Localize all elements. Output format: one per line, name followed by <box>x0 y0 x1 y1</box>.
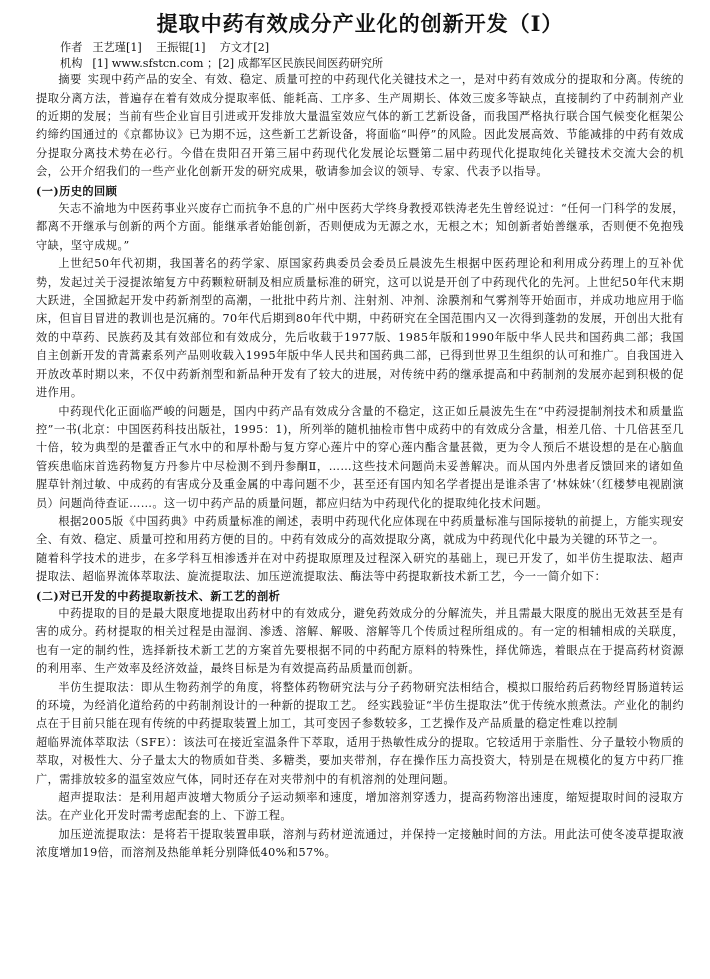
section-heading-new-techniques: (二)对已开发的中药提取新技术、新工艺的剖析 <box>36 588 281 603</box>
authors-label: 作者 <box>60 41 83 54</box>
section1-paragraph: 上世纪50年代初期，我国著名的药学家、原国家药典委员会委员丘晨波先生根据中医药理论和利用成分药理上的互补优势，发起过关于浸提浓缩复方中药颗粒研制及相应质量标准的研究，这可以说是开创了中药现代化的先河。上世纪50年代末期大跃进，全国掀起开发中药新剂型的高潮，一批批中药片剂、注射剂、冲剂、涂膜剂和气雾剂等开始面市，并成功地应用于临床，但盲目冒进的教训也是沉痛的。70年代后期到80年代中期，中药研究在全国范围内又一次得到蓬勃的发展，开创出大批有效的中草药、民族药及其有效部位和有效成分，先后收载于1977版、1985年版和1990年版中华人民共和国药典二部；我国自主创新开发的青蒿素系列产品则收载入1995年版中华人民共和国药典二部，已得到世界卫生组织的认可和推广。自我国进入开放改革时期以来，不仅中药新剂型和新品种开发有了较大的进展，对传统中药的继承提高和中药制剂的发展亦起到积极的促进作用。 <box>36 257 684 400</box>
section2-paragraph: 加压逆流提取法：是将若干提取装置串联，溶剂与药材逆流通过，并保持一定接触时间的方法。用此法可使冬凌草提取液浓度增加19倍，而溶剂及热能单耗分别降低40%和57%。 <box>36 827 684 860</box>
page-title: 提取中药有效成分产业化的创新开发（Ⅰ） <box>156 11 564 36</box>
section2-paragraph: 超声提取法：是利用超声波增大物质分子运动频率和速度，增加溶剂穿透力，提高药物溶出速度，缩短提取时间的浸取方法。在产业化开发时需考虑配套的上、下游工程。 <box>36 791 684 823</box>
abstract-text: 实现中药产品的安全、有效、稳定、质量可控的中药现代化关键技术之一，是对中药有效成分的提取和分离。传统的提取分离方法，普遍存在着有效成分提取率低、能耗高、工序多、生产周期长、体效三废多等缺点，直接制约了中药制剂产业的近期的发展；当前有些企业盲目引进或开发排放大量温室效应气体的新工艺新设备，而我国严格执行联合国气候变化框架公约缔约国通过的《京都协议》已为期不远，这些新工艺新设备，将面临“叫停”的风险。因此发展高效、节能减排的中药有效成分提取分离技术势在必行。今借在贵阳召开第三届中药现代化发展论坛暨第二届中药现代化提取纯化关键技术交流大会的机会，公开介绍我们的一些产业化创新开发的研究成果，敬请参加会议的领导、专家、代表予以指导。 <box>36 73 685 179</box>
authors: 王艺瑾[1] 王振锟[1] 方文才[2] <box>92 41 270 54</box>
abstract-label: 摘要 <box>58 73 82 87</box>
paper-body <box>36 71 684 862</box>
abstract-paragraph <box>36 71 684 181</box>
affiliation-line <box>36 56 684 72</box>
section1-paragraph: 矢志不渝地为中医药事业兴废存亡而抗争不息的广州中医药大学终身教授邓铁涛老先生曾经说过：“任何一门科学的发展，都离不开继承与创新的两个方面。能继承者始能创新，否则便成为无源之水，无根之木；知创新者始善继承，否则便不免抱残守缺，坚守成规。” <box>36 202 684 252</box>
section1-paragraph: 中药现代化正面临严峻的问题是，国内中药产品有效成分含量的不稳定，这正如丘晨波先生在“中药浸提制剂技术和质量监控”一书(北京：中国医药科技出版社，1995：1)，所列举的随机抽检市售中成药中的有效成分含量，相差几倍、十几倍甚至几十倍，较为典型的是藿香正气水中的和厚朴酚与复方穿心莲片中的穿心莲内酯含量甚微，更为令人预后不堪设想的是在心脑血管疾患临床首选药物复方丹参片中尽检测不到丹参酮Ⅱ，……这些技术问题尚未妥善解决。而从国内外患者反馈回来的诸如鱼腥草针剂过敏、中成药的有害成分及重金属的中毒问题不少，甚至还有国内知名学者提出是谁杀害了‘林妹妹’（红楼梦电视剧演员）问题尚待查证……。这一切中药产品的质量问题，都应归结为中药现代化的提取纯化技术问题。 <box>36 404 684 510</box>
section-heading-history: (一)历史的回顾 <box>36 183 118 198</box>
author-line <box>36 40 684 56</box>
affiliation-label: 机构 <box>60 56 83 70</box>
section2-paragraph: 超临界流体萃取法（SFE）：该法可在接近室温条件下萃取，适用于热敏性成分的提取。它较适用于亲脂性、分子量较小物质的萃取，对极性大、分子量太大的物质如苷类、多糖类，要加夹带剂，存在操作压力高投资大，特别是在规模化的复方中药厂推广，需排放较多的温室效应气体，同时还存在对夹带剂中的有机溶剂的处理问题。 <box>36 735 684 786</box>
section1-paragraph: 根据2005版《中国药典》中药质量标准的阐述，表明中药现代化应体现在中药质量标准与国际接轨的前提上，方能实现安全、有效、稳定、质量可控和用药方便的目的。中药有效成分的高效提取分离，就成为中药现代化中最为关键的环节之一。 <box>36 514 684 547</box>
affiliation: [1] www.sfstcn.com ；[2] 成都军区民族民间医药研究所 <box>92 56 384 70</box>
section2-paragraph: 中药提取的目的是最大限度地提取出药材中的有效成分，避免药效成分的分解流失，并且需最大限度的脱出无效甚至是有害的成分。药材提取的相关过程是由湿润、渗透、溶解、解吸、溶解等几个传质过程所组成的。有一定的相辅相成的关联度，也有一定的制约性，选择新技术新工艺的方案首先要根据不同的中药配方原料的特殊性，择优筛选，着眼点在于提高药材资源的利用率、生产效率及经济效益，最终目标是为有效提高药品质量而创新。 <box>36 606 684 676</box>
section2-paragraph: 半仿生提取法：即从生物药剂学的角度，将整体药物研究法与分子药物研究法相结合，模拟口服给药后药物经胃肠道转运的环境，为经消化道给药的中药制剂设计的一种新的提取工艺。 经实践验证“半仿生提取法”优于传统水煎煮法。产业化的制约点在于目前只能在现有传统的中药提取装置上加工，其可变因子参数较多，工艺操作及产品质量的稳定性难以控制 <box>36 680 684 731</box>
section1-paragraph: 随着科学技术的进步，在多学科互相渗透并在对中药提取原理及过程深入研究的基础上，现已开发了，如半仿生提取法、超声提取法、超临界流体萃取法、旋流提取法、加压逆流提取法、酶法等中药提取新技术新工艺，今一一简介如下： <box>36 551 684 584</box>
